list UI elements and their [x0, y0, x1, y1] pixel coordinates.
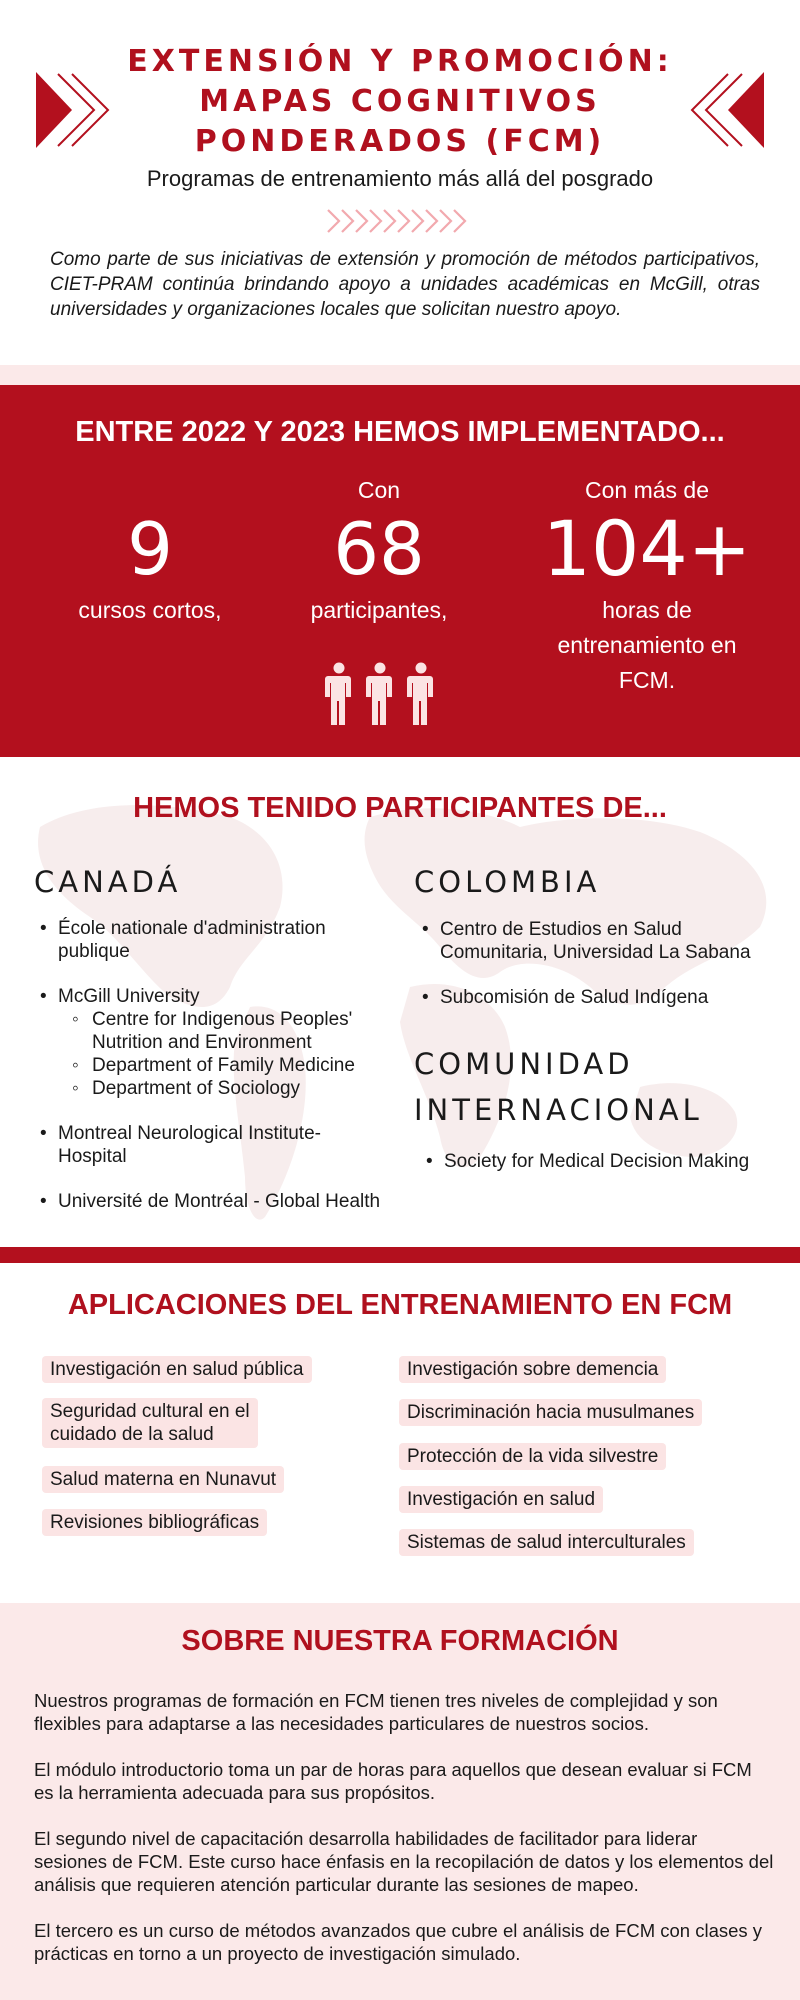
list-item: • McGill University [34, 985, 414, 1008]
participants-section [0, 757, 800, 1247]
participants-heading: HEMOS TENIDO PARTICIPANTES DE... [133, 792, 667, 824]
list-item: • Subcomisión de Salud Indígena [416, 986, 786, 1009]
application-tag: Sistemas de salud interculturales [399, 1529, 694, 1556]
stats-heading: ENTRE 2022 Y 2023 HEMOS IMPLEMENTADO... [75, 416, 725, 448]
application-tag: Revisiones bibliográficas [42, 1509, 267, 1536]
sub-list-item: ◦ Department of Family Medicine [34, 1054, 414, 1077]
list-item-line: • Montreal Neurological Institute- [58, 1123, 321, 1144]
list-item [416, 918, 786, 964]
application-tag: Discriminación hacia musulmanes [399, 1399, 702, 1426]
stat-participants [279, 477, 479, 628]
stat-prefix: Con [357, 477, 401, 503]
list-item-line: publique [58, 941, 130, 962]
title-line: COMUNIDAD [414, 1047, 634, 1081]
list-item-line: Comunitaria, Universidad La Sabana [440, 942, 751, 963]
application-tag: Salud materna en Nunavut [42, 1466, 284, 1493]
stat-hours [527, 477, 767, 698]
header-section [0, 0, 800, 365]
list-item: • Society for Medical Decision Making [420, 1150, 790, 1173]
stat-prefix: Con más de [584, 477, 709, 503]
sub-list-item: ◦ Department of Sociology [34, 1077, 414, 1100]
intro-paragraph: Como parte de sus iniciativas de extensión y promoción de métodos participativos, CIET-PRAM continúa brindando apoyo a unidades académicas en McGill, otras universidades y organizaciones locales que solicitan nuestro apoyo. [50, 249, 760, 320]
title-line: INTERNACIONAL [414, 1093, 703, 1127]
title-line-1: EXTENSIÓN Y PROMOCIÓN: [127, 44, 673, 79]
list-item [34, 1122, 414, 1168]
section-divider [0, 1247, 800, 1263]
stat-label: participantes, [310, 597, 448, 623]
person-icon [325, 663, 351, 726]
section-divider [0, 365, 800, 385]
page-title [100, 42, 700, 162]
people-icon-group [320, 662, 440, 726]
person-icon [366, 663, 392, 726]
about-paragraph: El segundo nivel de capacitación desarrolla habilidades de facilitador para liderar sesiones de FCM. Este curso hace énfasis en la recopilación de datos y los elementos del análisis que requieren atención particular durante las sesiones de mapeo. [34, 1828, 774, 1895]
title-line-2: MAPAS COGNITIVOS [199, 84, 601, 119]
application-tag: Investigación en salud [399, 1486, 603, 1513]
list-item: • Université de Montréal - Global Health [34, 1190, 414, 1213]
list-item-line: ◦ Centre for Indigenous Peoples' [92, 1009, 353, 1030]
list-item-line: • École nationale d'administration [58, 918, 326, 939]
canada-list [34, 917, 414, 1213]
page-subtitle: Programas de entrenamiento más allá del posgrado [146, 166, 654, 191]
list-item [34, 917, 414, 963]
stat-number: 68 [333, 507, 425, 591]
person-icon [407, 663, 433, 726]
stat-number: 9 [127, 507, 173, 591]
application-tag: Investigación sobre demencia [399, 1356, 666, 1383]
stat-number: 104+ [542, 504, 752, 593]
applications-heading: APLICACIONES DEL ENTRENAMIENTO EN FCM [67, 1289, 733, 1321]
country-title-international [414, 1041, 703, 1133]
about-heading: SOBRE NUESTRA FORMACIÓN [181, 1625, 619, 1657]
title-line-3: PONDERADOS (FCM) [194, 124, 606, 159]
application-tag: Protección de la vida silvestre [399, 1443, 666, 1470]
stat-label-line-1: horas de [602, 597, 692, 623]
list-item-line: • Centro de Estudios en Salud [440, 919, 682, 940]
stat-label-line-3: FCM. [618, 667, 676, 693]
about-paragraph: El tercero es un curso de métodos avanzados que cubre el análisis de FCM con clases y prácticas en torno a un proyecto de investigación simulado. [34, 1920, 763, 1964]
chevron-row-icon [326, 208, 474, 234]
application-tag: Investigación en salud pública [42, 1356, 312, 1383]
international-list [420, 1150, 790, 1173]
stat-label-line-2: entrenamiento en [557, 632, 737, 658]
about-paragraph: Nuestros programas de formación en FCM tienen tres niveles de complejidad y son flexibles para adaptarse a las necesidades particulares de nuestros socios. [34, 1690, 718, 1734]
colombia-list [416, 918, 786, 1009]
country-title-canada: CANADÁ [34, 865, 182, 899]
applications-section [0, 1263, 800, 1603]
list-item-line: Hospital [58, 1146, 127, 1167]
stat-label: cursos cortos, [78, 597, 222, 623]
stat-courses [50, 477, 250, 628]
about-section [0, 1603, 800, 2000]
about-paragraph: El módulo introductorio toma un par de horas para aquellos que desean evaluar si FCM es la herramienta adecuada para sus propósitos. [34, 1759, 752, 1803]
stats-section [0, 385, 800, 757]
about-text [34, 1689, 774, 1988]
sub-list-item [34, 1008, 414, 1054]
list-item-line: Nutrition and Environment [92, 1032, 312, 1053]
country-title-colombia: COLOMBIA [414, 865, 601, 899]
application-tag [42, 1398, 258, 1448]
tag-line: Seguridad cultural en el [50, 1401, 250, 1422]
stat-prefix [50, 477, 250, 507]
tag-line: cuidado de la salud [50, 1424, 214, 1445]
